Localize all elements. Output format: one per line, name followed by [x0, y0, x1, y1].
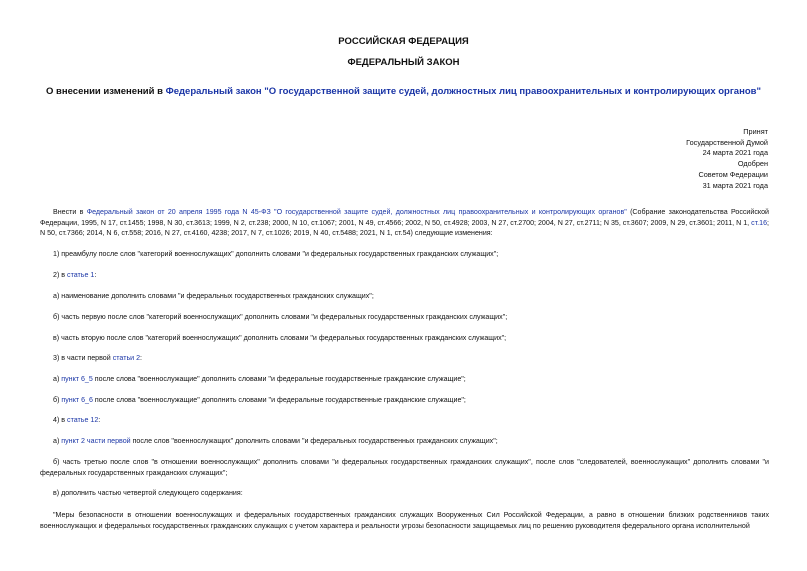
item-4 [53, 416, 100, 424]
federation-heading: РОССИЙСКАЯ ФЕДЕРАЦИЯ [338, 36, 469, 47]
point-6-5-link[interactable]: пункт 6_5 [61, 375, 93, 383]
quoted-paragraph: "Меры безопасности в отношении военнослужащих и федеральных государственных гражданских служащих Вооруженных Сил Российской Федерации, а равно в отношении близких родственников таких военнослужащих и федеральных государственных гражданских служащих с учетом характера и реальности угрозы безопасности защищаемых лиц по решению руководителя федерального органа исполнительной [40, 511, 769, 530]
approved-label: Одобрен [737, 159, 768, 169]
intro-article-link[interactable]: ст.16 [751, 218, 768, 227]
item-3b [53, 396, 466, 404]
item-3a-suffix: после слова "военнослужащие" дополнить словами "и федеральные государственные гражданские служащие"; [92, 375, 466, 383]
intro-suffix: ; N 50, ст.7366; 2014, N 6, ст.558; 2016, N 27, ст.4160, 4238; 2017, N 7, ст.1026; 2019, N 40, ст.5488; 2021, N 1, ст.54) следующие изменения: [40, 218, 769, 238]
intro-middle: (Собрание законодательства Российской Федерации, 1995, N 17, ст.1455; 1998, N 30, ст.3613; 1999, N 2, ст.238; 2000, N 10, ст.1067; 2001, N 49, ст.4566; 2002, N 50, ст.4928; 2003, N 27, ст.2700; 2004, N 27, ст.2711; N 35, ст.3607; 2009, N 29, ст.3601; 2011, N 1, [40, 208, 769, 227]
council-label: Советом Федерации [698, 169, 768, 179]
item-2-prefix: 2) в [53, 271, 68, 279]
item-1: 1) преамбулу после слов "категорий военнослужащих" дополнить словами "и федеральных государственных гражданских служащих"; [53, 250, 499, 258]
item-4c: в) дополнить частью четвертой следующего содержания: [53, 489, 243, 497]
intro-paragraph [40, 207, 769, 239]
duma-date: 24 марта 2021 года [702, 148, 768, 158]
item-4b: б) часть третью после слов "в отношении военнослужащих" дополнить словами "и федеральных государственных гражданских служащих", после слов "следователей, военнослужащих" дополнить словами "и федеральных государственных гражданских служащих"; [40, 458, 769, 477]
law-title [0, 86, 807, 97]
part-one-link[interactable]: части первой [86, 437, 131, 445]
item-2a: а) наименование дополнить словами "и федеральных государственных гражданских служащих"; [53, 292, 374, 300]
point-6-6-link[interactable]: пункт 6_6 [61, 396, 93, 404]
article-12-link[interactable]: статье 12 [67, 416, 99, 424]
item-3-suffix: : [140, 354, 143, 362]
council-date: 31 марта 2021 года [702, 180, 768, 190]
item-2-suffix: : [94, 271, 97, 279]
item-3b-suffix: после слова "военнослужащие" дополнить словами "и федеральные государственные гражданские служащие"; [92, 396, 466, 404]
amended-law-title-link[interactable]: Федеральный закон "О государственной защите судей, должностных лиц правоохранительных и контролирующих органов" [165, 86, 761, 97]
adoption-block [686, 127, 768, 191]
article-1-link[interactable]: статье 1 [67, 271, 95, 279]
intro-law-link[interactable]: Федеральный закон от 20 апреля 1995 года N 45-ФЗ "О государственной защите судей, должностных лиц правоохранительных и контролирующих органов" [86, 208, 627, 216]
item-3a-prefix: а) [53, 375, 62, 383]
intro-prefix: Внести в [53, 208, 87, 216]
law-type-heading: ФЕДЕРАЛЬНЫЙ ЗАКОН [347, 57, 460, 68]
item-3b-prefix: б) [53, 396, 62, 404]
duma-label: Государственной Думой [686, 137, 768, 147]
item-3 [53, 354, 142, 362]
law-title-prefix: О внесении изменений в [46, 86, 166, 97]
item-4a [53, 437, 498, 445]
article-2-link[interactable]: статьи 2 [112, 354, 141, 362]
item-3a [53, 375, 466, 383]
item-4-suffix: : [98, 416, 101, 424]
item-4a-suffix: после слов "военнослужащих" дополнить словами "и федеральных государственных гражданских служащих"; [130, 437, 498, 445]
item-2c: в) часть вторую после слов "категорий военнослужащих" дополнить словами "и федеральных государственных гражданских служащих"; [53, 334, 507, 342]
accepted-label: Принят [743, 127, 768, 136]
item-4-prefix: 4) в [53, 416, 68, 424]
item-4a-prefix: а) [53, 437, 62, 445]
item-2b: б) часть первую после слов "категорий военнослужащих" дополнить словами "и федеральных государственных гражданских служащих"; [53, 313, 508, 321]
point-2-link[interactable]: пункт 2 [61, 437, 85, 445]
item-3-prefix: 3) в части первой [53, 354, 113, 362]
item-2 [53, 271, 96, 279]
